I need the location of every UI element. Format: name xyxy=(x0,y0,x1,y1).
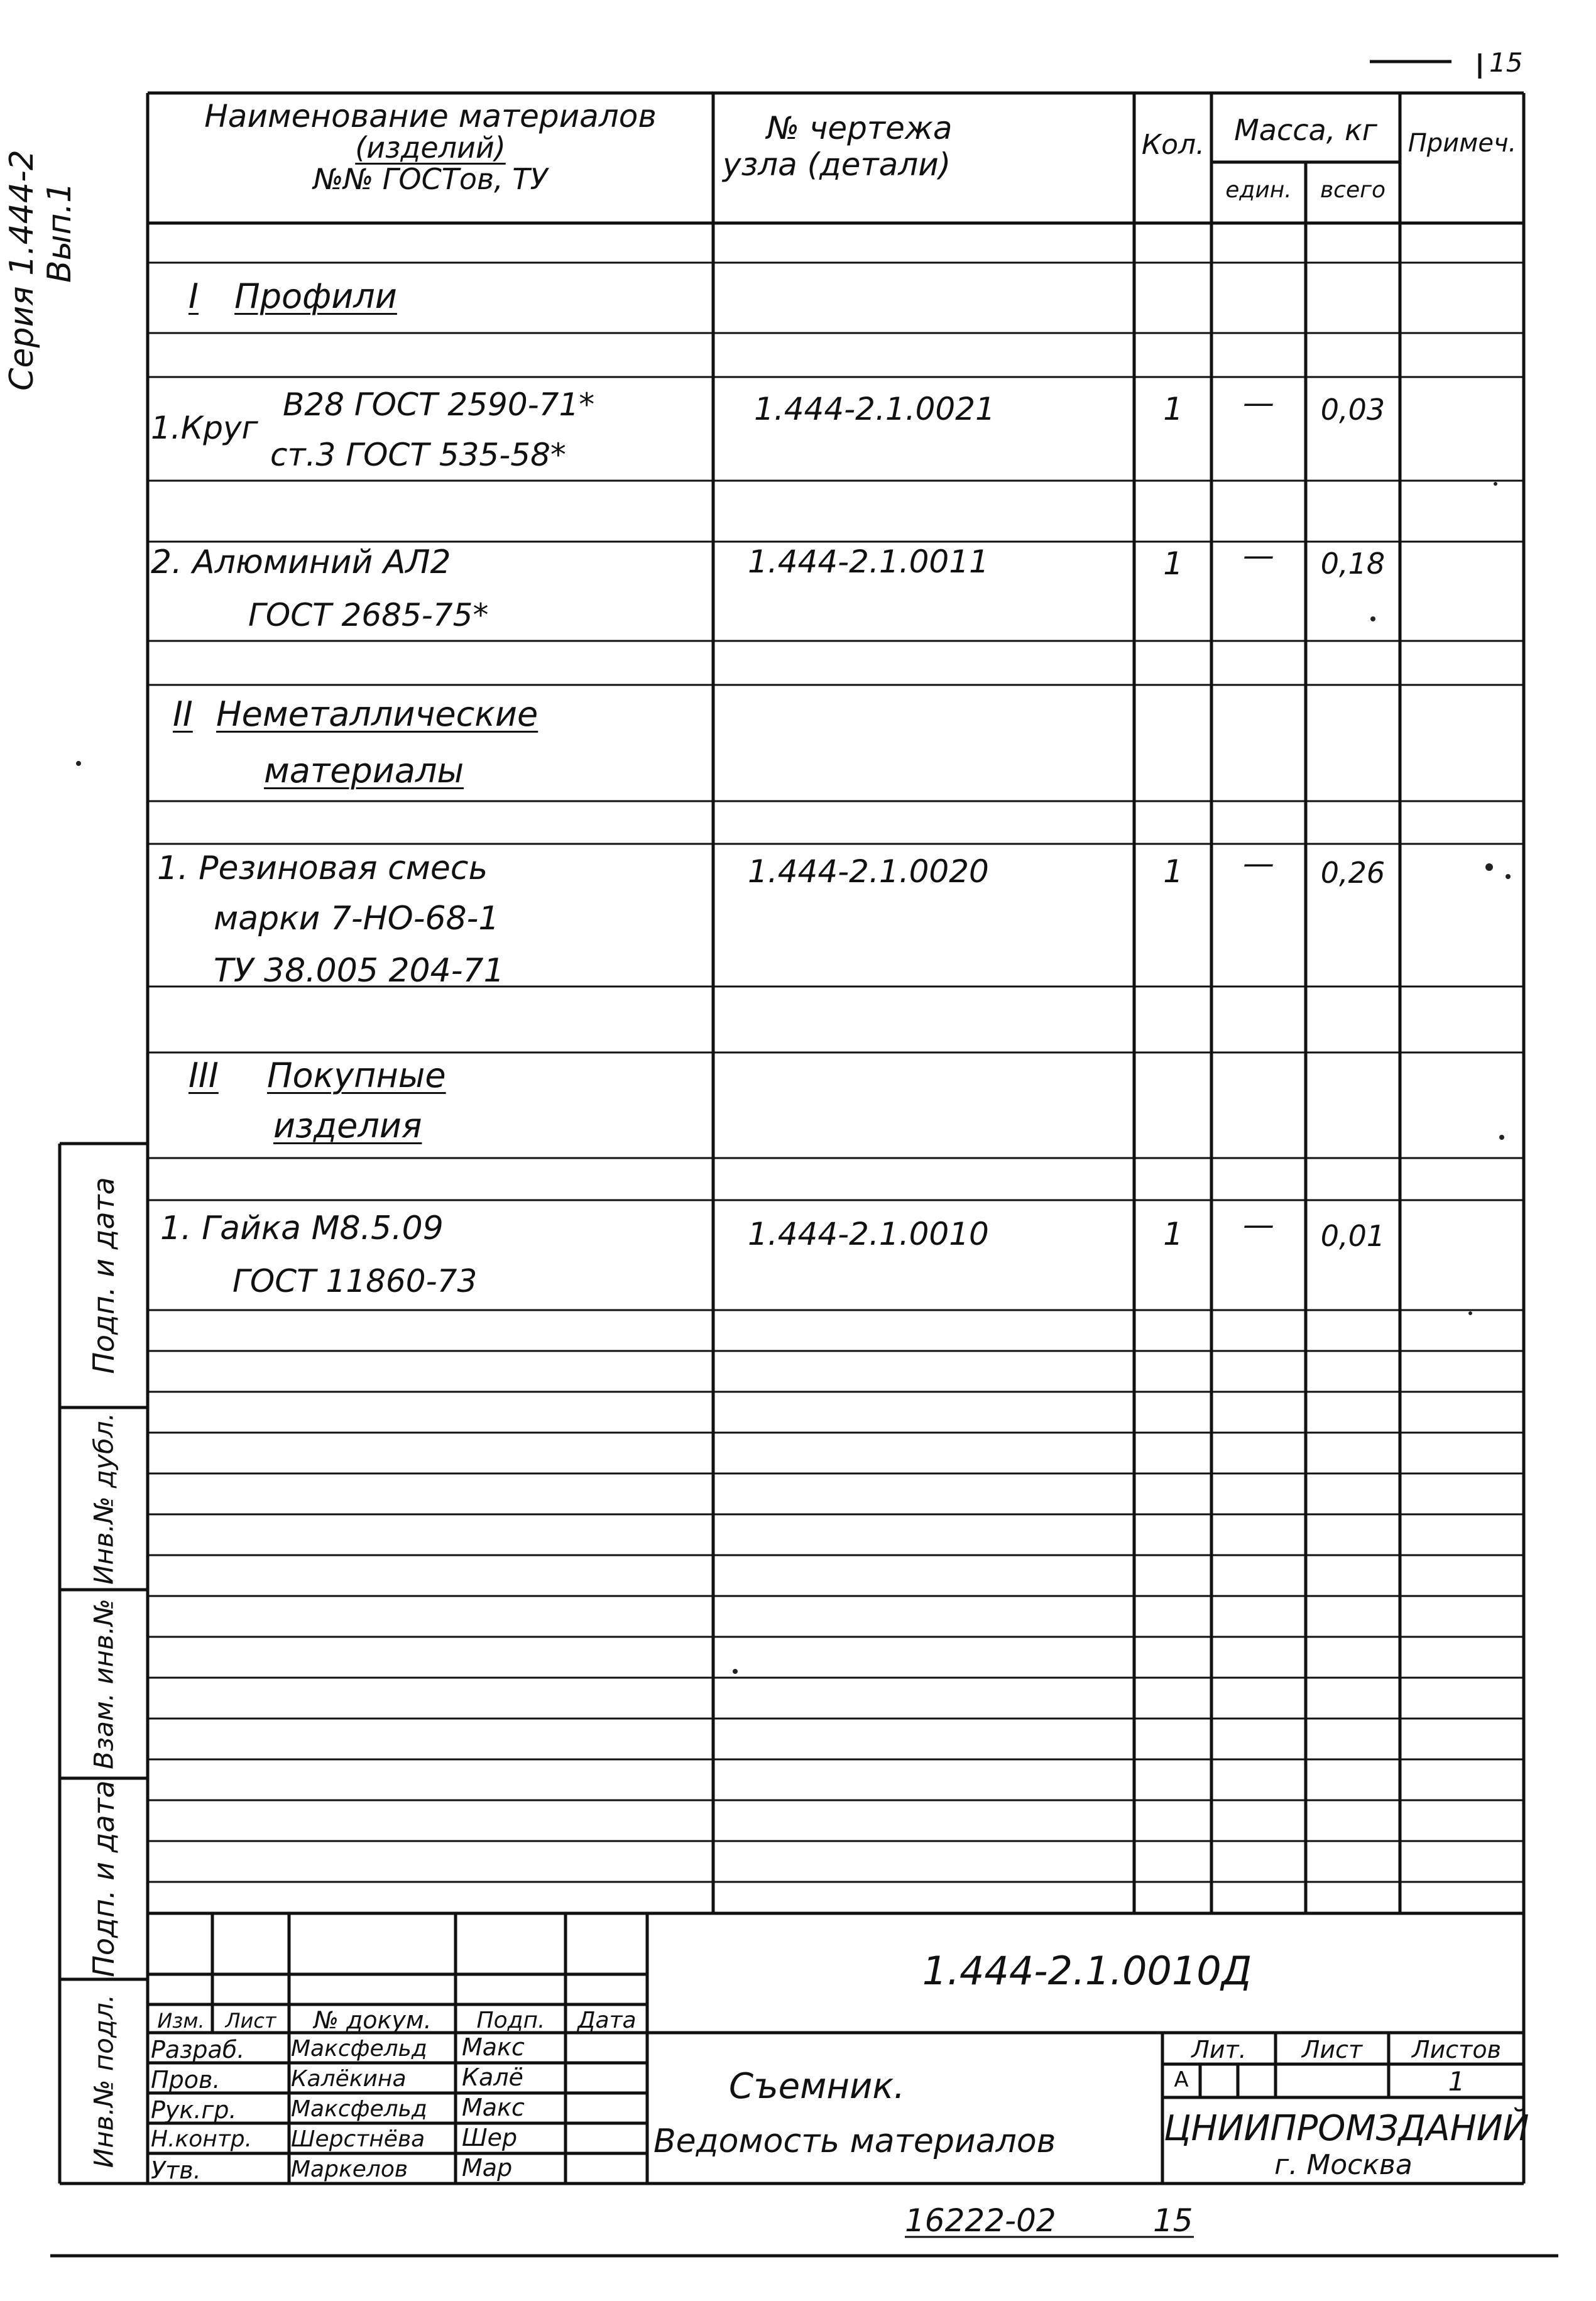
header-mass-total: всего xyxy=(1320,177,1386,203)
section-3-title-2: изделия xyxy=(273,1106,422,1145)
organization-name: ЦНИИПРОМЗДАНИЙ xyxy=(1164,2108,1529,2149)
role-checked: Пров. xyxy=(151,2066,221,2094)
header-mass-unit: един. xyxy=(1225,177,1292,203)
sign-approved: Мар xyxy=(462,2154,513,2182)
section-3-heading xyxy=(189,1056,446,1095)
section-1-heading xyxy=(189,276,397,316)
section-3-num: III xyxy=(189,1056,219,1095)
series-line-2: Вып.1 xyxy=(41,182,79,283)
item-2-unit-mass: — xyxy=(1243,537,1274,574)
section-1-num: I xyxy=(189,276,199,316)
margin-label-sign-date-1: Подп. и дата xyxy=(87,1177,121,1374)
header-drawing-col xyxy=(723,110,1125,183)
rev-header-doc: № докум. xyxy=(314,2006,432,2034)
item-3-name-1: 1. Резиновая смесь xyxy=(157,850,488,887)
sign-norm-control: Шер xyxy=(462,2124,518,2151)
sign-checked: Калё xyxy=(462,2063,523,2091)
header-mass: Масса, кг xyxy=(1234,113,1377,147)
item-1-name-2: В28 ГОСТ 2590-71* xyxy=(283,386,595,423)
rev-header-change: Изм. xyxy=(157,2009,205,2033)
product-name: Съемник. xyxy=(729,2066,905,2107)
item-4-total-mass: 0,01 xyxy=(1320,1219,1386,1253)
sheets-label: Листов xyxy=(1412,2036,1501,2063)
margin-label-dup-inv: Инв.№ дубл. xyxy=(88,1412,119,1585)
role-developed: Разраб. xyxy=(151,2036,245,2063)
section-3-title-1: Покупные xyxy=(266,1056,446,1095)
sign-developed: Макс xyxy=(462,2033,525,2061)
item-4-name-1: 1. Гайка М8.5.09 xyxy=(160,1210,444,1247)
header-qty: Кол. xyxy=(1141,129,1205,161)
organization-city: г. Москва xyxy=(1274,2149,1413,2181)
item-4-qty: 1 xyxy=(1163,1216,1183,1252)
header-name-line-3: №№ ГОСТов, ТУ xyxy=(313,162,548,196)
name-norm-control: Шерстнёва xyxy=(291,2126,425,2152)
item-1-qty: 1 xyxy=(1163,391,1183,427)
item-2-name-1: 2. Алюминий АЛ2 xyxy=(151,544,451,581)
section-2-title-2: материалы xyxy=(264,751,464,790)
item-3-name-3: ТУ 38.005 204-71 xyxy=(214,952,505,990)
item-2-total-mass: 0,18 xyxy=(1320,547,1386,581)
sheets-value: 1 xyxy=(1448,2066,1465,2097)
footer-page-number: 15 xyxy=(1153,2202,1193,2239)
header-name-line-1: Наименование материалов xyxy=(204,98,657,134)
rev-header-date: Дата xyxy=(577,2008,637,2033)
header-drawing-line-2: узла (детали) xyxy=(723,146,951,183)
header-drawing-line-1: № чертежа xyxy=(767,110,953,146)
item-2-qty: 1 xyxy=(1163,545,1183,582)
item-3-qty: 1 xyxy=(1163,853,1183,890)
item-3-name-2: марки 7-НО-68-1 xyxy=(214,900,500,937)
name-approved: Маркелов xyxy=(291,2156,408,2182)
item-3-unit-mass: — xyxy=(1243,845,1274,882)
role-norm-control: Н.контр. xyxy=(151,2126,253,2152)
lit-label: Лит. xyxy=(1191,2036,1247,2063)
header-name-line-2: (изделий) xyxy=(355,131,506,165)
section-2-num: II xyxy=(173,694,193,734)
item-3-drawing: 1.444-2.1.0020 xyxy=(748,853,989,890)
item-2-name-2: ГОСТ 2685-75* xyxy=(248,597,489,633)
footer-archive-number: 16222-02 xyxy=(905,2202,1056,2239)
name-developed: Максфельд xyxy=(291,2036,427,2062)
item-4-unit-mass: — xyxy=(1243,1206,1274,1243)
rev-header-sheet: Лист xyxy=(225,2009,276,2033)
margin-label-repl-inv: Взам. инв.№ xyxy=(88,1599,119,1769)
item-1-name-1: 1.Круг xyxy=(151,410,258,446)
header-name-col xyxy=(151,98,710,196)
item-1-name-3: ст.3 ГОСТ 535-58* xyxy=(270,437,566,473)
item-3-total-mass: 0,26 xyxy=(1320,856,1386,890)
header-note: Примеч. xyxy=(1407,129,1517,158)
role-approved: Утв. xyxy=(151,2156,201,2184)
item-4-drawing: 1.444-2.1.0010 xyxy=(748,1216,989,1252)
lit-value: А xyxy=(1174,2067,1189,2092)
section-2-heading xyxy=(173,694,538,734)
margin-label-sign-date-2: Подп. и дата xyxy=(87,1780,121,1977)
name-group-lead: Максфельд xyxy=(291,2096,427,2122)
sign-group-lead: Макс xyxy=(462,2094,525,2121)
item-2-drawing: 1.444-2.1.0011 xyxy=(748,544,989,580)
series-line-1: Серия 1.444-2 xyxy=(3,150,41,391)
document-type: Ведомость материалов xyxy=(653,2123,1056,2160)
item-1-total-mass: 0,03 xyxy=(1320,393,1386,427)
role-group-lead: Рук.гр. xyxy=(151,2096,237,2124)
doc-code: 1.444-2.1.0010Д xyxy=(922,1948,1252,1994)
section-1-title: Профили xyxy=(234,276,397,316)
margin-label-orig-inv: Инв.№ подл. xyxy=(88,1994,119,2168)
page-number: 15 xyxy=(1489,47,1523,78)
rev-header-sign: Подп. xyxy=(476,2008,545,2033)
name-checked: Калёкина xyxy=(291,2066,407,2092)
sheet-label: Лист xyxy=(1301,2036,1363,2063)
section-2-title-1: Неметаллические xyxy=(216,694,538,734)
item-4-name-2: ГОСТ 11860-73 xyxy=(232,1263,478,1299)
item-1-unit-mass: — xyxy=(1243,385,1274,421)
item-1-drawing: 1.444-2.1.0021 xyxy=(754,391,995,427)
